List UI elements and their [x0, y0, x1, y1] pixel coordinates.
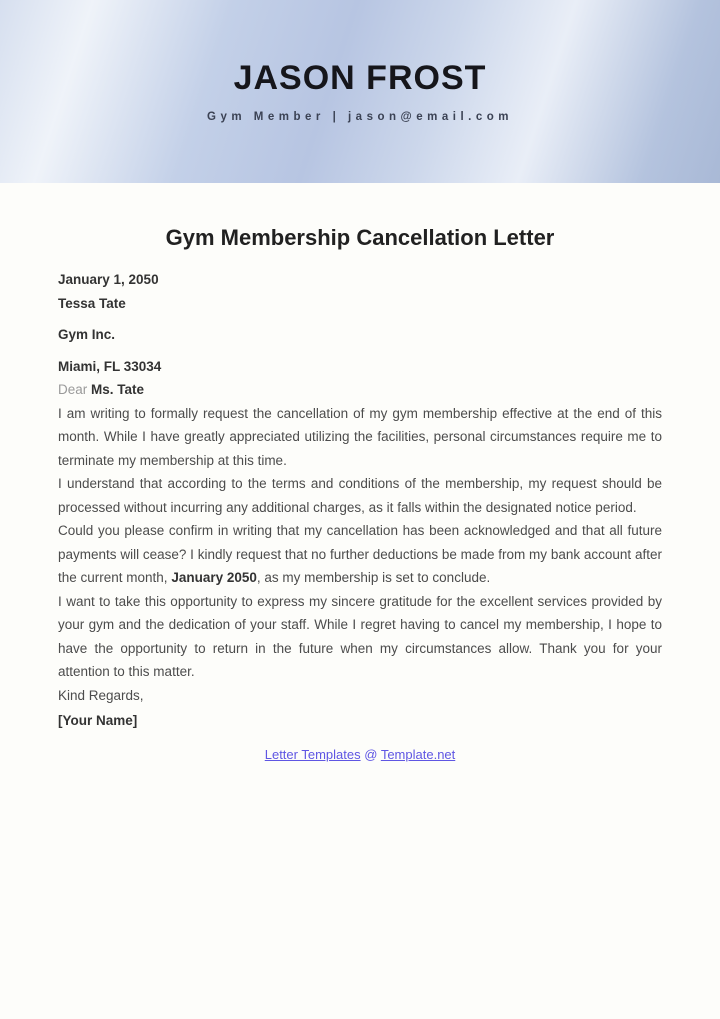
recipient-company: Gym Inc. — [58, 327, 116, 343]
paragraph-2: I understand that according to the terms and conditions of the membership, my request should be processed without incurring any additional charges, as it falls within the designated notice period. — [58, 476, 662, 515]
paragraph-3-bold-date: January 2050 — [171, 570, 257, 586]
salutation — [58, 378, 662, 402]
recipient-name: Tessa Tate — [58, 295, 126, 311]
letter-body — [0, 225, 720, 766]
salutation-name: Ms. Tate — [91, 382, 145, 398]
letter-date: January 1, 2050 — [58, 272, 159, 288]
footer-credit — [58, 743, 662, 767]
credit-separator: @ — [364, 746, 378, 762]
letter-title: Gym Membership Cancellation Letter — [165, 225, 555, 250]
paragraph-1: I am writing to formally request the cancellation of my gym membership effective at the end of this month. While I have greatly appreciated utilizing the facilities, personal circumstances require me to terminate my membership at this time. — [58, 405, 662, 468]
member-name: JASON FROST — [233, 58, 487, 97]
paragraph-3-after: , as my membership is set to conclude. — [256, 570, 491, 586]
member-role-email: Gym Member | jason@email.com — [207, 111, 513, 124]
paragraph-3 — [58, 519, 662, 590]
paragraph-3-before: Could you please confirm in writing that my cancellation has been acknowledged and that all future payments will cease? I kindly request that no further deductions be made from my bank account after the current month, — [58, 523, 662, 586]
salutation-prefix: Dear — [58, 382, 88, 398]
letterhead — [0, 0, 720, 183]
recipient-address: Miami, FL 33034 — [58, 358, 162, 374]
closing: Kind Regards, — [58, 687, 144, 703]
template-net-link[interactable]: Template.net — [380, 746, 456, 762]
paragraph-4: I want to take this opportunity to express my sincere gratitude for the excellent services provided by your gym and the dedication of your staff. While I regret having to cancel my membership, I hope to have the opportunity to return in the future when my circumstances allow. Thank you for your attention to this matter. — [58, 593, 662, 680]
signature-placeholder: [Your Name] — [58, 713, 138, 729]
letter-templates-link[interactable]: Letter Templates — [264, 746, 361, 762]
